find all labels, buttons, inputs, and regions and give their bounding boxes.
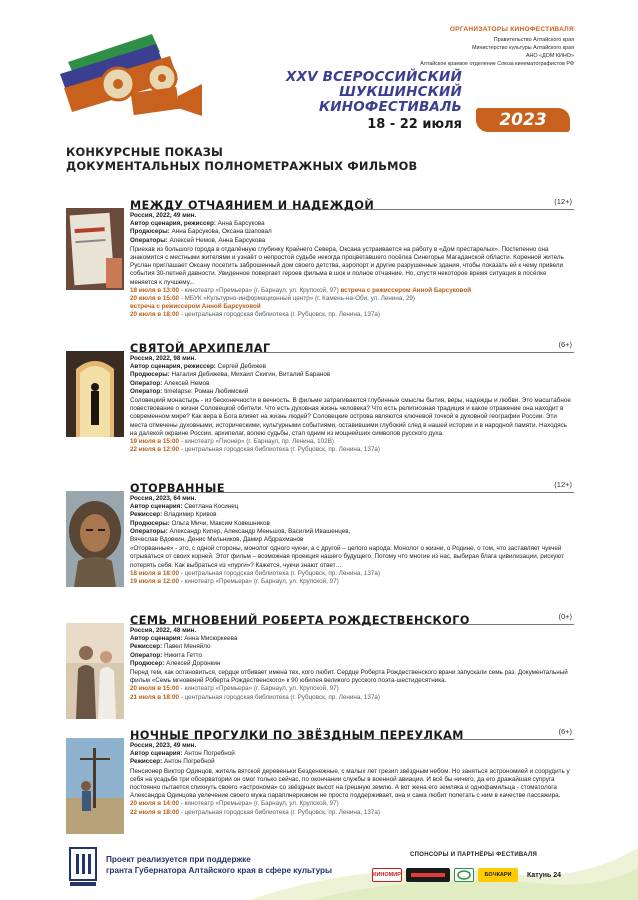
film-info	[130, 495, 574, 586]
credit-names: Алексей Доронкин	[166, 659, 221, 667]
film-meta: Россия, 2023, 49 мин.	[130, 742, 197, 749]
credit-line	[130, 652, 574, 660]
screening-line	[130, 685, 574, 693]
sponsor-logo	[406, 868, 450, 882]
grant-notice-line1: Проект реализуется при поддержке	[106, 855, 251, 864]
credit-names: Вячеслав Вдовкин, Денис Мельников, Дамир Абдрахманов	[130, 536, 304, 544]
credit-names: Алексей Немов, Анна Барсукова	[169, 236, 266, 244]
screening-line	[130, 800, 574, 808]
screening-date: 20 июля в 18:00	[130, 311, 179, 319]
film-meta: Россия, 2022, 49 мин.	[130, 212, 197, 219]
credit-role: Автор сценария, режиссер:	[130, 220, 216, 228]
age-rating: (12+)	[554, 480, 572, 489]
film-entry	[66, 339, 574, 454]
credit-role: Режиссер:	[130, 511, 163, 519]
ministry-emblem-icon	[66, 844, 100, 888]
film-poster-image	[66, 623, 124, 719]
credit-line	[130, 536, 574, 544]
festival-logo	[60, 22, 210, 134]
credit-role: Продюсеры:	[130, 519, 170, 527]
organizer-line: АНО «ДОМ КИНО»	[525, 53, 574, 59]
organizer-line: Алтайское краевое отделение Союза кинематографистов РФ	[420, 61, 574, 67]
credit-line	[130, 511, 574, 519]
film-description: Перед тем, как остановиться, сердце отбивает имена тех, кого любит. Сердце Роберта Рождественского врачи запускали семь раз. Документальный фильм «Семь мгновений Роберта Рождественского» к 90 юбилея великого русского поэта-шестидесятника.	[130, 669, 568, 685]
film-description: Приехав из большого города в отдалённую глубинку Крайнего Севера, Оксана устраивается на работу в «Дом престарелых». Постепенно она знакомится с местными жителями и узнаёт о непростой судьбе некогда процветавшего посёлка Синегорье Магаданской области. Коренной житель Руслан приглашает Оксану посетить заброшенный дом своего детства, аэропорт и другие разрушенные здания, чтобы показать ей к чему привели события 30-летней давности. Увиденное повергает героев фильма в шок и полное отчаяние. Но, спустя некоторое время ситуация в посёлке меняется к лучшему...	[130, 245, 564, 286]
credit-names: Антон Погребной	[164, 758, 215, 766]
screening-date: 19 июля в 15:00	[130, 438, 179, 446]
film-info	[130, 627, 574, 702]
screening-place: - центральная городская библиотека (г. Рубцовск, пр. Ленина, 137а)	[179, 446, 380, 454]
sponsor-logo-katun24: Катунь 24	[526, 871, 561, 879]
credit-role: Автор сценария, режиссер:	[130, 363, 216, 371]
festival-name-line2: ШУКШИНСКИЙ КИНОФЕСТИВАЛЬ	[319, 84, 462, 115]
festival-dates: 18 - 22 июля	[367, 117, 462, 132]
credit-names: Александр Кипер, Александр Меньшов, Василий Ивашенцев,	[169, 527, 351, 535]
credit-names: Анна Барсукова	[217, 220, 265, 228]
film-title: СВЯТОЙ АРХИПЕЛАГ	[130, 342, 271, 355]
film-title: МЕЖДУ ОТЧАЯНИЕМ И НАДЕЖДОЙ	[130, 199, 375, 212]
screening-place: - МБУК «Культурно-информационный центр» (г. Камень-на-Оби, ул. Ленина, 29)	[179, 295, 416, 303]
section-title-line1: КОНКУРСНЫЕ ПОКАЗЫ	[66, 145, 224, 159]
credit-names: timelapse: Роман Любимский	[164, 387, 249, 395]
film-entry	[66, 726, 574, 817]
film-entry	[66, 479, 574, 586]
screening-date: 20 июля в 14:00	[130, 800, 179, 808]
sponsor-logo-kinomir: КИНОМИР	[372, 868, 402, 882]
screening-note: встреча с режиссером Анной Барсуковой	[338, 286, 472, 294]
credit-line	[130, 228, 574, 236]
credit-role: Оператор:	[130, 379, 163, 387]
screening-place: - кинотеатр «Премьера» (г. Барнаул, ул. Крупской, 97)	[179, 685, 339, 693]
film-meta: Россия, 2022, 48 мин.	[130, 627, 197, 634]
credit-names: Владимир Кривов	[164, 511, 217, 519]
credit-role: Автор сценария:	[130, 503, 183, 511]
screening-date: 20 июля в 15:00	[130, 295, 179, 303]
screening-date: 22 июля в 12:00	[130, 446, 179, 454]
credit-role: Продюсер:	[130, 659, 165, 667]
film-header	[130, 196, 574, 210]
screening-line	[130, 446, 574, 454]
screening-place: - кинотеатр «Премьера» (г. Барнаул, ул. Крупской, 97)	[179, 578, 339, 586]
age-rating: (6+)	[558, 340, 572, 349]
sponsors-title: СПОНСОРЫ И ПАРТНЁРЫ ФЕСТИВАЛЯ	[410, 852, 538, 858]
film-header	[130, 726, 574, 740]
festival-header	[0, 0, 638, 140]
film-description: Соловецкий монастырь - из бесконечности в вечность. В фильме затрагиваются глубинные смыслы бытия, веры, надежды и любви. Это масштабное повествование о жизни Соловецкой обители. Что есть духовная жизнь человека? Что есть религиозная традиция и какое отражение она находит в современном мире? Как вера в Бога влияет на жизнь людей? Соловецкие острова являются ключевой точкой в духовной географии России. Эти места отмечены духовными, историческими, культурными событиями, оставившими глубокий след в нашей истории и в народной памяти. Находясь на далекой окраине России, архипелаг, волею судьбы, стал одним из мощнейших символов русского духа.	[130, 397, 571, 437]
section-title-line2: ДОКУМЕНТАЛЬНЫХ ПОЛНОМЕТРАЖНЫХ ФИЛЬМОВ	[66, 159, 418, 173]
credit-line	[130, 758, 574, 766]
film-poster-image	[66, 491, 124, 587]
credit-line	[130, 520, 574, 528]
organizers-title: ОРГАНИЗАТОРЫ КИНОФЕСТИВАЛЯ	[449, 26, 574, 33]
credit-names: Антон Погребной	[184, 750, 235, 758]
age-rating: (12+)	[554, 197, 572, 206]
film-info	[130, 212, 574, 320]
film-meta: Россия, 2023, 64 мин.	[130, 495, 197, 502]
film-header	[130, 611, 574, 625]
age-rating: (6+)	[558, 727, 572, 736]
film-title: НОЧНЫЕ ПРОГУЛКИ ПО ЗВЁЗДНЫМ ПЕРЕУЛКАМ	[130, 729, 464, 742]
sponsor-logo	[454, 868, 474, 882]
film-info	[130, 742, 574, 817]
film-header	[130, 479, 574, 493]
film-description: «Оторванные» - это, с одной стороны, монолог одного чукчи, а с другой – целого народа. Монолог о жизни, о Родине, о том, что заставляет чукчей отрываться от своих корней. Этот фильм – возможная проекция нашего будущего. Потому что многие из нас, выбирая блага цивилизации, рискуют потерять себя. Как выбраться из «пурги»? Кажется, чукчи знают ответ…	[130, 545, 564, 569]
screening-line	[130, 570, 574, 578]
film-header	[130, 339, 574, 353]
credit-role: Режиссер:	[130, 758, 163, 766]
credit-line	[130, 380, 574, 388]
screening-place: - центральная городская библиотека (г. Рубцовск, пр. Ленина, 137а)	[179, 808, 380, 816]
film-title: ОТОРВАННЫЕ	[130, 482, 225, 495]
grant-notice-line2: гранта Губернатора Алтайского края в сфере культуры	[106, 866, 333, 875]
credit-role: Продюсеры:	[130, 228, 170, 236]
screening-place: - центральная городская библиотека (г. Рубцовск, пр. Ленина, 137а)	[179, 693, 380, 701]
grant-notice	[106, 854, 336, 876]
film-description: Пенсионер Виктор Одинцов, житель вятской деревеньки Безденежные, с малых лет грезил звёздным небом. Но заняться астрономией и соорудить у себя на усадьбе три обсерватории он смог только сейчас, по окончании службы в военной авиации. И всё бы ничего, да его дражайшая супруга постоянно пытается спихнуть своего «астронома» со звёздных высот на грешную землю. А вот жена его земляка и однофамильца - стоматолога Александра Одинцова увлечение своего мужа параплнеризмом не просто поддерживает, она и сама любит полетать с ним в качестве пассажира.	[130, 767, 570, 800]
organizers-block	[314, 26, 574, 68]
credit-names: Светлана Косинец	[184, 503, 239, 511]
screening-place: - кинотеатр «Премьера» (г. Барнаул, ул. Крупской, 97)	[179, 800, 339, 808]
credit-role: Продюсеры:	[130, 371, 170, 379]
screening-date: 22 июля в 18:00	[130, 808, 179, 816]
credit-names: Анна Барсукова, Оксана Шаповал	[171, 228, 272, 236]
screening-date: 18 июля в 18:00	[130, 569, 179, 577]
credit-names: Павел Меняйло	[164, 643, 211, 651]
credit-line	[130, 528, 574, 536]
film-poster-image	[66, 208, 124, 290]
festival-name-line1: XXV ВСЕРОССИЙСКИЙ	[285, 69, 462, 85]
organizer-line: Правительство Алтайского края	[493, 37, 574, 43]
screening-place: - центральная городская библиотека (г. Рубцовск, пр. Ленина, 137а)	[179, 569, 380, 577]
screening-note: встреча с режиссером Анной Барсуковой	[130, 303, 261, 311]
credit-role: Режиссер:	[130, 643, 163, 651]
sponsor-logo-bochkari: БОЧКАРИ	[478, 868, 518, 882]
film-poster-image	[66, 738, 124, 834]
credit-line	[130, 237, 574, 245]
credit-role: Оператор:	[130, 651, 163, 659]
screening-line	[130, 295, 574, 303]
screening-date: 19 июля в 12:00	[130, 578, 179, 586]
credit-line	[130, 371, 574, 379]
credit-names: Никита Гетто	[164, 651, 202, 659]
organizer-line: Министерство культуры Алтайского края	[471, 45, 574, 51]
credit-line	[130, 388, 574, 396]
credit-names: Сергей Дебижев	[217, 363, 267, 371]
credit-names: Анна Мисюркеева	[184, 635, 238, 643]
section-title	[66, 145, 486, 173]
credit-names: Алексей Немов	[164, 379, 210, 387]
credit-line	[130, 220, 574, 228]
screening-line	[130, 311, 574, 319]
credit-role: Операторы:	[130, 527, 168, 535]
film-meta: Россия, 2022, 98 мин.	[130, 355, 197, 362]
screening-line	[130, 578, 574, 586]
screening-date: 21 июля в 18:00	[130, 693, 179, 701]
credit-line	[130, 660, 574, 668]
film-poster-image	[66, 351, 124, 437]
screening-line	[130, 694, 574, 702]
screening-date: 18 июля в 13:00	[130, 286, 179, 294]
credit-names: Наталия Дебижева, Михаил Скигин, Виталий Баранов	[171, 371, 331, 379]
film-info	[130, 355, 574, 454]
screening-line	[130, 287, 574, 295]
film-entry	[66, 196, 574, 320]
credit-role: Автор сценария:	[130, 750, 183, 758]
age-rating: (0+)	[558, 612, 572, 621]
sponsor-logos	[372, 864, 578, 886]
screening-line	[130, 438, 574, 446]
credit-role: Автор сценария:	[130, 635, 183, 643]
screening-date: 20 июля в 15:00	[130, 685, 179, 693]
credit-role: Операторы:	[130, 236, 168, 244]
film-entry	[66, 611, 574, 702]
screening-line	[130, 809, 574, 817]
credit-names: Ольга Мичи, Максим Ковешников	[171, 519, 270, 527]
year-badge: 2023	[476, 108, 570, 132]
credit-role: Оператор:	[130, 387, 163, 395]
credit-line	[130, 503, 574, 511]
screening-place: - кинотеатр «Премьера» (г. Барнаул, ул. Крупской, 97)	[179, 286, 339, 294]
screening-place: - кинотеатр «Пионер» (г. Барнаул, пр. Ленина, 102В)	[179, 438, 334, 446]
screening-place: - центральная городская библиотека (г. Рубцовск, пр. Ленина, 137а)	[179, 311, 380, 319]
credit-line	[130, 643, 574, 651]
festival-name-block	[232, 70, 462, 132]
film-title: СЕМЬ МГНОВЕНИЙ РОБЕРТА РОЖДЕСТВЕНСКОГО	[130, 614, 470, 627]
